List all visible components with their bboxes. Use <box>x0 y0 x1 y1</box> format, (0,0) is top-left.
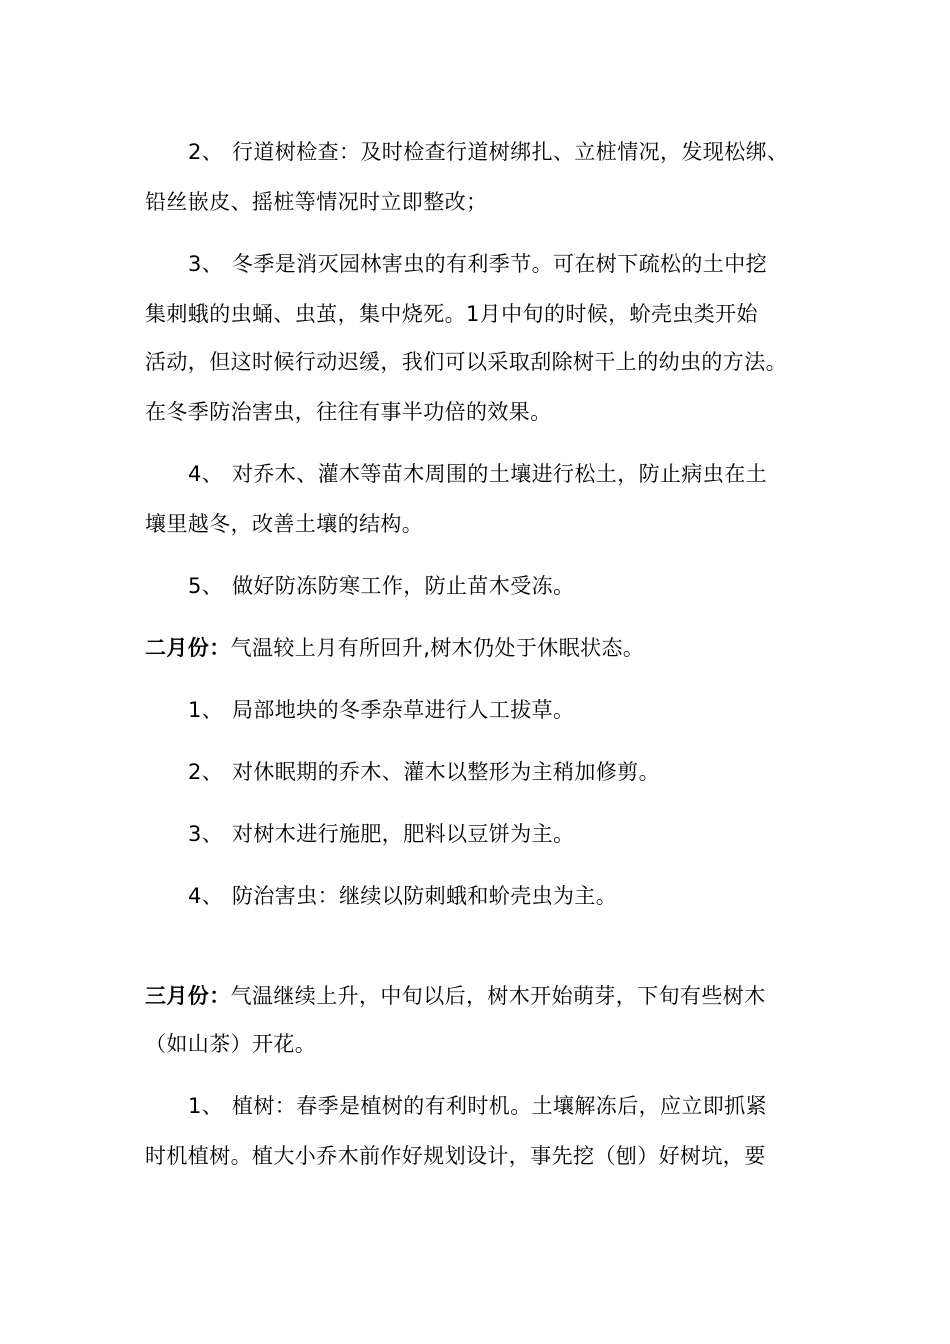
item-number: 1、 <box>188 1094 224 1118</box>
line-text: 在冬季防治害虫，往往有事半功倍的效果。 <box>145 400 552 424</box>
item-text: 冬季是消灭园林害虫的有利季节。可在树下疏松的土中挖 <box>232 252 767 276</box>
list-item <box>188 1092 767 1120</box>
month-label: 三月份： <box>145 984 231 1008</box>
list-item <box>188 882 617 910</box>
list-item <box>188 138 788 166</box>
item-number: 4、 <box>188 462 224 486</box>
item-text: 做好防冻防寒工作，防止苗木受冻。 <box>232 574 575 598</box>
line-text: 集刺蛾的虫蛹、虫茧，集中烧死。1月中旬的时候，蚧壳虫类开始 <box>145 302 758 326</box>
item-text: 植树：春季是植树的有利时机。土壤解冻后，应立即抓紧 <box>232 1094 767 1118</box>
item-text: 局部地块的冬季杂草进行人工拔草。 <box>232 698 575 722</box>
list-item <box>188 572 574 600</box>
item-number: 1、 <box>188 698 224 722</box>
item-text: 对休眠期的乔木、灌木以整形为主稍加修剪。 <box>232 760 660 784</box>
item-number: 2、 <box>188 140 224 164</box>
month-label: 二月份： <box>145 636 231 660</box>
line-text: 活动，但这时候行动迟缓，我们可以采取刮除树干上的幼虫的方法。 <box>145 350 787 374</box>
list-item <box>188 758 660 786</box>
month-heading <box>145 982 766 1010</box>
paragraph-line <box>145 348 787 376</box>
month-heading <box>145 634 644 662</box>
item-text: 行道树检查：及时检查行道树绑扎、立桩情况，发现松绑、 <box>232 140 789 164</box>
paragraph-line <box>145 398 552 426</box>
line-text: 时机植树。植大小乔木前作好规划设计，事先挖（刨）好树坑，要 <box>145 1144 766 1168</box>
paragraph-line <box>145 510 423 538</box>
item-number: 3、 <box>188 252 224 276</box>
item-text: 对乔木、灌木等苗木周围的土壤进行松土，防止病虫在土 <box>232 462 767 486</box>
item-text: 防治害虫：继续以防刺蛾和蚧壳虫为主。 <box>232 884 618 908</box>
item-number: 5、 <box>188 574 224 598</box>
month-description: 气温继续上升，中旬以后，树木开始萌芽，下旬有些树木 <box>230 984 766 1008</box>
list-item <box>188 460 767 488</box>
paragraph-line <box>145 188 487 216</box>
line-text: 铅丝嵌皮、摇桩等情况时立即整改； <box>145 190 488 214</box>
paragraph-line <box>145 1030 316 1058</box>
item-text: 对树木进行施肥，肥料以豆饼为主。 <box>232 822 575 846</box>
line-text: 壤里越冬，改善土壤的结构。 <box>145 512 424 536</box>
item-number: 2、 <box>188 760 224 784</box>
paragraph-line <box>145 1142 766 1170</box>
list-item <box>188 820 574 848</box>
item-number: 3、 <box>188 822 224 846</box>
list-item <box>188 696 574 724</box>
item-number: 4、 <box>188 884 224 908</box>
list-item <box>188 250 767 278</box>
line-text: （如山茶）开花。 <box>145 1032 317 1056</box>
paragraph-line <box>145 300 758 328</box>
month-description: 气温较上月有所回升,树木仍处于休眠状态。 <box>230 636 645 660</box>
